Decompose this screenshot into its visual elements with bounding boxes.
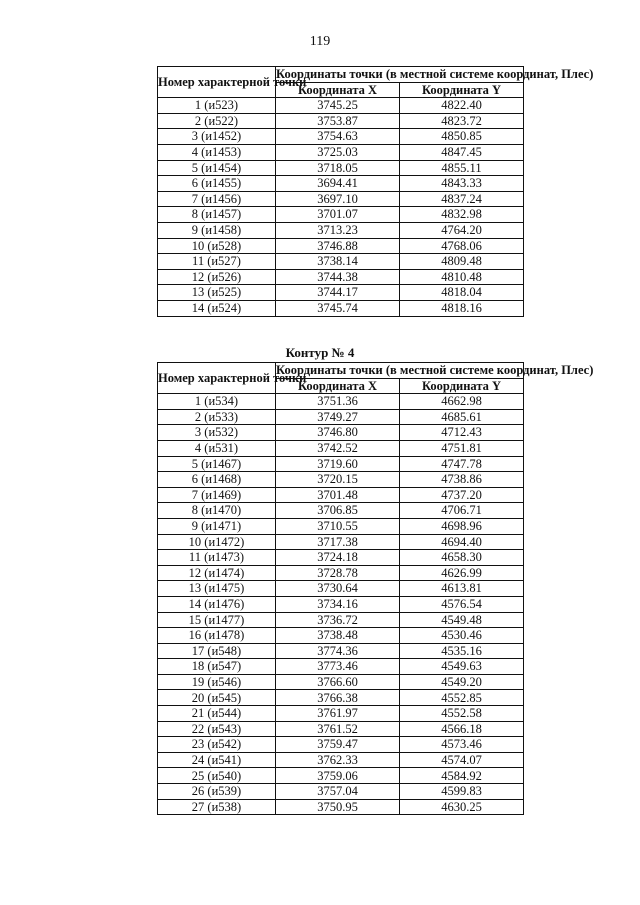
coord-x-cell: 3746.80 — [276, 425, 400, 441]
coord-x-cell: 3762.33 — [276, 752, 400, 768]
point-number-cell: 7 (и1469) — [158, 487, 276, 503]
point-number-cell: 18 (и547) — [158, 659, 276, 675]
coord-y-cell: 4823.72 — [400, 113, 524, 129]
table-row — [158, 768, 524, 784]
point-number-cell: 22 (и543) — [158, 721, 276, 737]
table-row — [158, 721, 524, 737]
coord-y-cell: 4843.33 — [400, 176, 524, 192]
coord-y-cell: 4809.48 — [400, 254, 524, 270]
coord-x-cell: 3773.46 — [276, 659, 400, 675]
table-row — [158, 254, 524, 270]
point-number-cell: 12 (и526) — [158, 269, 276, 285]
coord-y-cell: 4552.58 — [400, 706, 524, 722]
point-number-cell: 19 (и546) — [158, 674, 276, 690]
point-number-cell: 7 (и1456) — [158, 191, 276, 207]
table-row — [158, 129, 524, 145]
table-row — [158, 690, 524, 706]
point-number-cell: 20 (и545) — [158, 690, 276, 706]
point-number-cell: 1 (и534) — [158, 394, 276, 410]
coord-y-cell: 4822.40 — [400, 98, 524, 114]
table-row — [158, 98, 524, 114]
coord-y-cell: 4698.96 — [400, 518, 524, 534]
table-row — [158, 752, 524, 768]
coord-y-cell: 4574.07 — [400, 752, 524, 768]
table-row — [158, 425, 524, 441]
coord-y-cell: 4855.11 — [400, 160, 524, 176]
coord-y-cell: 4694.40 — [400, 534, 524, 550]
table-row — [158, 456, 524, 472]
table-row — [158, 550, 524, 566]
point-number-cell: 2 (и522) — [158, 113, 276, 129]
coord-y-cell: 4576.54 — [400, 596, 524, 612]
coord-y-cell: 4810.48 — [400, 269, 524, 285]
coord-x-cell: 3701.48 — [276, 487, 400, 503]
coord-x-cell: 3734.16 — [276, 596, 400, 612]
coord-x-cell: 3742.52 — [276, 440, 400, 456]
table-row — [158, 191, 524, 207]
coord-y-cell: 4552.85 — [400, 690, 524, 706]
point-number-cell: 14 (и524) — [158, 300, 276, 316]
point-number-cell: 17 (и548) — [158, 643, 276, 659]
table-row — [158, 784, 524, 800]
point-number-cell: 9 (и1458) — [158, 222, 276, 238]
point-number-cell: 8 (и1457) — [158, 207, 276, 223]
table-row — [158, 238, 524, 254]
point-number-cell: 26 (и539) — [158, 784, 276, 800]
point-number-cell: 5 (и1467) — [158, 456, 276, 472]
coord-x-cell: 3766.60 — [276, 674, 400, 690]
coord-x-cell: 3719.60 — [276, 456, 400, 472]
coord-x-cell: 3759.47 — [276, 737, 400, 753]
coord-x-cell: 3753.87 — [276, 113, 400, 129]
header-coord-y: Координата Y — [400, 82, 524, 98]
table-row — [158, 440, 524, 456]
table-row — [158, 472, 524, 488]
table-row — [158, 674, 524, 690]
coord-x-cell: 3730.64 — [276, 581, 400, 597]
coord-x-cell: 3745.74 — [276, 300, 400, 316]
coord-x-cell: 3774.36 — [276, 643, 400, 659]
point-number-cell: 9 (и1471) — [158, 518, 276, 534]
coord-x-cell: 3697.10 — [276, 191, 400, 207]
coord-x-cell: 3744.17 — [276, 285, 400, 301]
coord-y-cell: 4613.81 — [400, 581, 524, 597]
coord-x-cell: 3701.07 — [276, 207, 400, 223]
point-number-cell: 16 (и1478) — [158, 628, 276, 644]
coord-y-cell: 4818.16 — [400, 300, 524, 316]
page-number: 119 — [309, 34, 331, 49]
coord-y-cell: 4706.71 — [400, 503, 524, 519]
header-coord-x: Координата X — [276, 378, 400, 394]
coord-y-cell: 4599.83 — [400, 784, 524, 800]
coord-x-cell: 3766.38 — [276, 690, 400, 706]
point-number-cell: 1 (и523) — [158, 98, 276, 114]
table-row — [158, 269, 524, 285]
table-row — [158, 394, 524, 410]
table-2-body — [158, 394, 524, 815]
point-number-cell: 24 (и541) — [158, 752, 276, 768]
point-number-cell: 10 (и528) — [158, 238, 276, 254]
coord-x-cell: 3706.85 — [276, 503, 400, 519]
coord-y-cell: 4850.85 — [400, 129, 524, 145]
coord-x-cell: 3751.36 — [276, 394, 400, 410]
coord-x-cell: 3744.38 — [276, 269, 400, 285]
contour-title: Контур № 4 — [285, 345, 355, 360]
point-number-cell: 14 (и1476) — [158, 596, 276, 612]
point-number-cell: 3 (и1452) — [158, 129, 276, 145]
coord-x-cell: 3750.95 — [276, 799, 400, 815]
coord-x-cell: 3749.27 — [276, 409, 400, 425]
coord-y-cell: 4737.20 — [400, 487, 524, 503]
point-number-cell: 4 (и1453) — [158, 144, 276, 160]
coord-y-cell: 4662.98 — [400, 394, 524, 410]
coord-x-cell: 3720.15 — [276, 472, 400, 488]
table-row — [158, 285, 524, 301]
table-row — [158, 518, 524, 534]
table-row — [158, 176, 524, 192]
header-coords-title: Координаты точки (в местной системе координат, Плес) — [276, 67, 594, 82]
coord-y-cell: 4584.92 — [400, 768, 524, 784]
coord-x-cell: 3717.38 — [276, 534, 400, 550]
coord-x-cell: 3759.06 — [276, 768, 400, 784]
coord-y-cell: 4630.25 — [400, 799, 524, 815]
header-coord-x: Координата X — [276, 82, 400, 98]
coord-y-cell: 4658.30 — [400, 550, 524, 566]
coord-y-cell: 4747.78 — [400, 456, 524, 472]
point-number-cell: 12 (и1474) — [158, 565, 276, 581]
point-number-cell: 23 (и542) — [158, 737, 276, 753]
table-row — [158, 113, 524, 129]
point-number-cell: 11 (и1473) — [158, 550, 276, 566]
coord-y-cell: 4832.98 — [400, 207, 524, 223]
point-number-cell: 13 (и525) — [158, 285, 276, 301]
table-row — [158, 643, 524, 659]
coord-x-cell: 3761.97 — [276, 706, 400, 722]
table-row — [158, 706, 524, 722]
table-row — [158, 409, 524, 425]
coord-x-cell: 3710.55 — [276, 518, 400, 534]
coordinates-table-2 — [157, 362, 594, 815]
coord-y-cell: 4764.20 — [400, 222, 524, 238]
point-number-cell: 27 (и538) — [158, 799, 276, 815]
table-row — [158, 799, 524, 815]
point-number-cell: 8 (и1470) — [158, 503, 276, 519]
coord-y-cell: 4535.16 — [400, 643, 524, 659]
point-number-cell: 10 (и1472) — [158, 534, 276, 550]
coord-y-cell: 4573.46 — [400, 737, 524, 753]
coord-y-cell: 4685.61 — [400, 409, 524, 425]
table-row — [158, 737, 524, 753]
coord-y-cell: 4738.86 — [400, 472, 524, 488]
table-row — [158, 596, 524, 612]
table-row — [158, 160, 524, 176]
coord-y-cell: 4549.63 — [400, 659, 524, 675]
table-row — [158, 207, 524, 223]
point-number-cell: 21 (и544) — [158, 706, 276, 722]
table-row — [158, 565, 524, 581]
table-row — [158, 581, 524, 597]
point-number-cell: 2 (и533) — [158, 409, 276, 425]
coord-x-cell: 3757.04 — [276, 784, 400, 800]
coord-x-cell: 3745.25 — [276, 98, 400, 114]
coord-x-cell: 3738.14 — [276, 254, 400, 270]
point-number-cell: 15 (и1477) — [158, 612, 276, 628]
header-coords-title: Координаты точки (в местной системе координат, Плес) — [276, 363, 594, 378]
coord-y-cell: 4549.20 — [400, 674, 524, 690]
table-1-body — [158, 98, 524, 316]
table-row — [158, 659, 524, 675]
coord-x-cell: 3761.52 — [276, 721, 400, 737]
coord-y-cell: 4818.04 — [400, 285, 524, 301]
coord-x-cell: 3694.41 — [276, 176, 400, 192]
point-number-cell: 3 (и532) — [158, 425, 276, 441]
point-number-cell: 6 (и1468) — [158, 472, 276, 488]
table-row — [158, 628, 524, 644]
coord-x-cell: 3724.18 — [276, 550, 400, 566]
coord-x-cell: 3754.63 — [276, 129, 400, 145]
coord-y-cell: 4566.18 — [400, 721, 524, 737]
point-number-cell: 5 (и1454) — [158, 160, 276, 176]
table-row — [158, 144, 524, 160]
coord-x-cell: 3738.48 — [276, 628, 400, 644]
point-number-cell: 25 (и540) — [158, 768, 276, 784]
coord-y-cell: 4549.48 — [400, 612, 524, 628]
coord-y-cell: 4837.24 — [400, 191, 524, 207]
table-row — [158, 503, 524, 519]
coord-y-cell: 4751.81 — [400, 440, 524, 456]
point-number-cell: 6 (и1455) — [158, 176, 276, 192]
coord-x-cell: 3736.72 — [276, 612, 400, 628]
coord-x-cell: 3725.03 — [276, 144, 400, 160]
coord-y-cell: 4626.99 — [400, 565, 524, 581]
table-row — [158, 487, 524, 503]
table-row — [158, 222, 524, 238]
coord-y-cell: 4768.06 — [400, 238, 524, 254]
table-row — [158, 612, 524, 628]
point-number-cell: 13 (и1475) — [158, 581, 276, 597]
coord-y-cell: 4847.45 — [400, 144, 524, 160]
coord-y-cell: 4712.43 — [400, 425, 524, 441]
point-number-cell: 4 (и531) — [158, 440, 276, 456]
header-coord-y: Координата Y — [400, 378, 524, 394]
header-point-number: Номер характерной точки — [158, 363, 276, 394]
coordinates-table-1 — [157, 66, 594, 317]
coord-x-cell: 3718.05 — [276, 160, 400, 176]
table-row — [158, 534, 524, 550]
coord-x-cell: 3713.23 — [276, 222, 400, 238]
header-point-number: Номер характерной точки — [158, 67, 276, 98]
coord-y-cell: 4530.46 — [400, 628, 524, 644]
coord-x-cell: 3728.78 — [276, 565, 400, 581]
coord-x-cell: 3746.88 — [276, 238, 400, 254]
point-number-cell: 11 (и527) — [158, 254, 276, 270]
table-row — [158, 300, 524, 316]
